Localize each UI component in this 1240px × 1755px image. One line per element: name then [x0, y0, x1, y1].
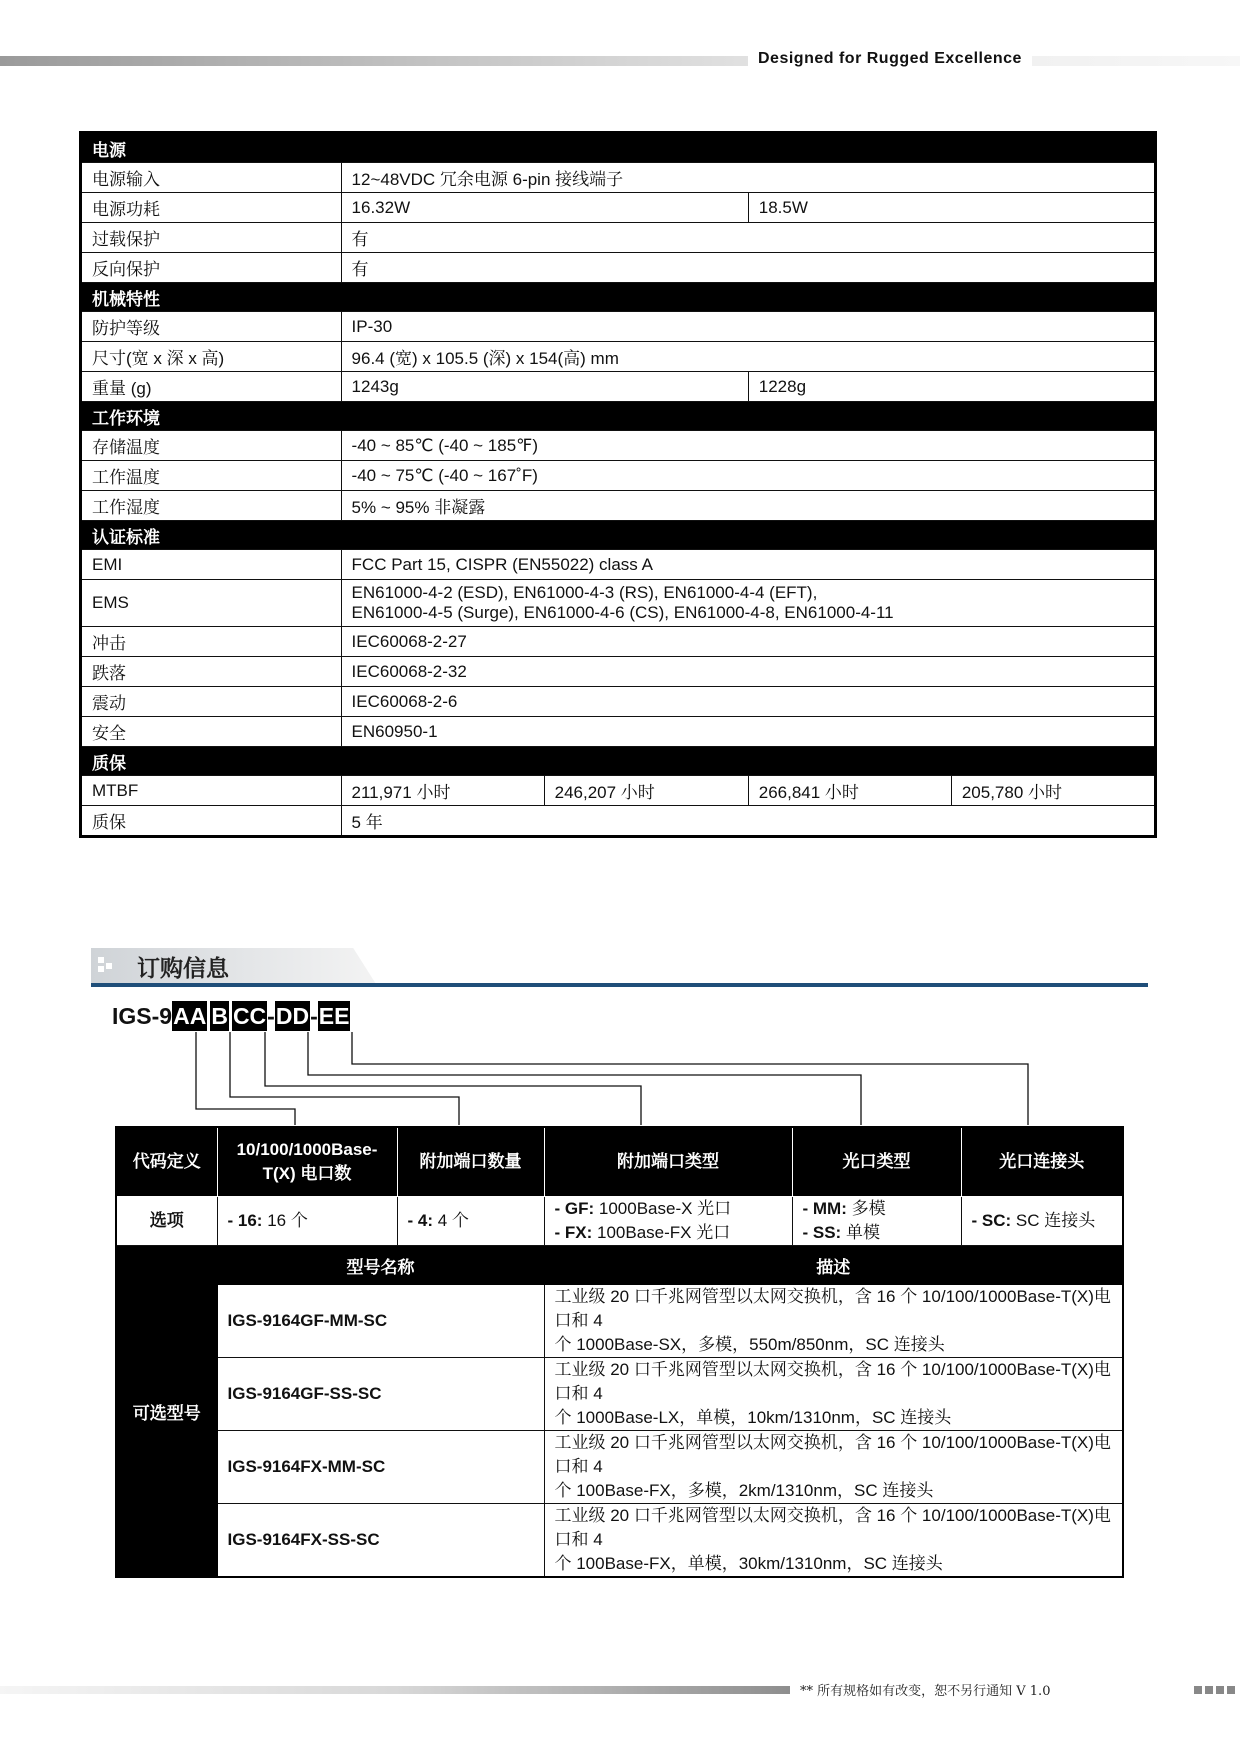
model-desc	[544, 1358, 1123, 1431]
option-code: - FX:	[554, 1223, 593, 1242]
models-header-row	[116, 1246, 1123, 1285]
spec-value: 246,207 小时	[544, 776, 748, 806]
models-desc-header: 描述	[544, 1246, 1123, 1285]
model-desc-line: 个 1000Base-LX，单模，10km/1310nm，SC 连接头	[554, 1408, 952, 1427]
header-tagline: Designed for Rugged Excellence	[748, 50, 1032, 68]
header-tx-ports	[217, 1127, 397, 1197]
spec-label: 重量 (g)	[81, 372, 342, 402]
spec-value: 18.5W	[748, 193, 1155, 223]
spec-value: EN60950-1	[341, 717, 1155, 747]
option-addl-count	[397, 1197, 544, 1246]
header-addl-count: 附加端口数量	[397, 1127, 544, 1197]
model-desc	[544, 1431, 1123, 1504]
spec-value: -40 ~ 85℃ (-40 ~ 185℉)	[341, 431, 1155, 461]
spec-value: IEC60068-2-27	[341, 627, 1155, 657]
spec-label: 冲击	[81, 627, 342, 657]
connector-aa	[196, 1032, 295, 1125]
model-desc	[544, 1285, 1123, 1358]
part-code-seg-b: B	[211, 1003, 228, 1029]
connector-dd	[308, 1032, 861, 1125]
part-code-seg-ee: EE	[318, 1003, 350, 1029]
option-text: 100Base-FX 光口	[592, 1223, 731, 1242]
spec-label: 跌落	[81, 657, 342, 687]
model-name: IGS-9164GF-MM-SC	[217, 1285, 544, 1358]
option-addl-type	[544, 1197, 792, 1246]
spec-label: 电源功耗	[81, 193, 342, 223]
model-name: IGS-9164GF-SS-SC	[217, 1358, 544, 1431]
section-title: 认证标准	[81, 521, 342, 550]
section-title: 电源	[81, 133, 342, 163]
spec-value: 96.4 (宽) x 105.5 (深) x 154(高) mm	[341, 342, 1155, 372]
model-row	[116, 1504, 1123, 1578]
option-tx	[217, 1197, 397, 1246]
header-connector: 光口连接头	[961, 1127, 1123, 1197]
spec-label: 震动	[81, 687, 342, 717]
spec-label: 工作湿度	[81, 491, 342, 521]
spec-label: MTBF	[81, 776, 342, 806]
model-desc	[544, 1504, 1123, 1578]
spec-value: IEC60068-2-6	[341, 687, 1155, 717]
model-name: IGS-9164FX-MM-SC	[217, 1431, 544, 1504]
part-code-seg-dd: DD	[275, 1003, 310, 1029]
option-text: 16 个	[262, 1211, 308, 1230]
ordering-header-row	[116, 1127, 1123, 1197]
part-code-prefix: IGS-9	[112, 1003, 173, 1029]
spec-value: 有	[341, 223, 1155, 253]
footer-band	[0, 1686, 790, 1694]
spec-value: 16.32W	[341, 193, 748, 223]
spec-label: 安全	[81, 717, 342, 747]
part-code-dash: -	[310, 1003, 318, 1029]
part-code-seg-aa: AA	[173, 1003, 207, 1029]
spec-label: EMS	[81, 580, 342, 627]
spec-value: 1243g	[341, 372, 748, 402]
connector-cc	[265, 1032, 641, 1125]
spec-label: 反向保护	[81, 253, 342, 283]
ordering-title: 订购信息	[137, 955, 229, 981]
spec-value: 12~48VDC 冗余电源 6-pin 接线端子	[341, 163, 1155, 193]
spec-label: 尺寸(宽 x 深 x 高)	[81, 342, 342, 372]
model-row	[116, 1285, 1123, 1358]
model-name: IGS-9164FX-SS-SC	[217, 1504, 544, 1578]
header-fiber-type: 光口类型	[792, 1127, 961, 1197]
model-desc-line: 工业级 20 口千兆网管型以太网交换机，含 16 个 10/100/1000Base-T(X)电口和 4	[554, 1360, 1111, 1403]
ordering-table	[115, 1126, 1124, 1578]
option-text: 多模	[846, 1199, 886, 1218]
header-addl-type: 附加端口类型	[544, 1127, 792, 1197]
option-text: 1000Base-X 光口	[594, 1199, 732, 1218]
option-code: - SS:	[802, 1223, 842, 1242]
option-fiber-type	[792, 1197, 961, 1246]
spec-label: 防护等级	[81, 312, 342, 342]
model-row	[116, 1431, 1123, 1504]
option-text: 单模	[841, 1223, 880, 1242]
part-code-seg-cc: CC	[232, 1003, 267, 1029]
spec-value: 5 年	[341, 806, 1155, 837]
spec-value: FCC Part 15, CISPR (EN55022) class A	[341, 550, 1155, 580]
option-code: - 4:	[407, 1211, 433, 1230]
spec-value: 205,780 小时	[951, 776, 1155, 806]
model-desc-line: 个 1000Base-SX，多模，550m/850nm，SC 连接头	[554, 1335, 945, 1354]
footer-squares	[1194, 1686, 1235, 1694]
models-name-header: 型号名称	[217, 1246, 544, 1285]
options-label: 选项	[116, 1197, 217, 1246]
ems-line: EN61000-4-2 (ESD), EN61000-4-3 (RS), EN61000-4-4 (EFT),	[351, 583, 818, 602]
model-desc-line: 工业级 20 口千兆网管型以太网交换机，含 16 个 10/100/1000Base-T(X)电口和 4	[554, 1433, 1111, 1476]
spec-label: 电源输入	[81, 163, 342, 193]
option-code: - 16:	[227, 1211, 263, 1230]
spec-value: 211,971 小时	[341, 776, 544, 806]
header-code-def: 代码定义	[116, 1127, 217, 1197]
header-tx-line: T(X) 电口数	[262, 1164, 352, 1183]
spec-value: -40 ~ 75℃ (-40 ~ 167˚F)	[341, 461, 1155, 491]
option-text: SC 连接头	[1011, 1211, 1096, 1230]
section-title: 质保	[81, 747, 342, 776]
model-desc-line: 个 100Base-FX，多模，2km/1310nm，SC 连接头	[554, 1481, 934, 1500]
model-desc-line: 工业级 20 口千兆网管型以太网交换机，含 16 个 10/100/1000Base-T(X)电口和 4	[554, 1506, 1111, 1549]
spec-label: 存储温度	[81, 431, 342, 461]
model-desc-line: 个 100Base-FX，单模，30km/1310nm，SC 连接头	[554, 1554, 943, 1573]
section-title: 机械特性	[81, 283, 342, 312]
option-code: - MM:	[802, 1199, 847, 1218]
options-row	[116, 1197, 1123, 1246]
spec-value: 5% ~ 95% 非凝露	[341, 491, 1155, 521]
spec-value: IEC60068-2-32	[341, 657, 1155, 687]
spec-value: 1228g	[748, 372, 1155, 402]
option-code: - SC:	[971, 1211, 1012, 1230]
option-code: - GF:	[554, 1199, 595, 1218]
spec-value: 有	[341, 253, 1155, 283]
model-desc-line: 工业级 20 口千兆网管型以太网交换机，含 16 个 10/100/1000Base-T(X)电口和 4	[554, 1287, 1111, 1330]
header-tx-line: 10/100/1000Base-	[236, 1140, 378, 1159]
spec-label: 工作温度	[81, 461, 342, 491]
option-text: 4 个	[433, 1211, 469, 1230]
spec-label: 质保	[81, 806, 342, 837]
option-connector	[961, 1197, 1123, 1246]
connector-ee	[352, 1032, 1028, 1125]
model-row	[116, 1358, 1123, 1431]
ems-line: EN61000-4-5 (Surge), EN61000-4-6 (CS), EN61000-4-8, EN61000-4-11	[351, 603, 894, 622]
spec-value: 266,841 小时	[748, 776, 951, 806]
spec-label: 过载保护	[81, 223, 342, 253]
models-side-label: 可选型号	[116, 1246, 217, 1578]
spec-label: EMI	[81, 550, 342, 580]
section-title: 工作环境	[81, 402, 342, 431]
part-code-dash: -	[267, 1003, 275, 1029]
footer-note: ** 所有规格如有改变，恕不另行通知 V 1.0	[800, 1684, 1051, 1699]
spec-value: IP-30	[341, 312, 1155, 342]
